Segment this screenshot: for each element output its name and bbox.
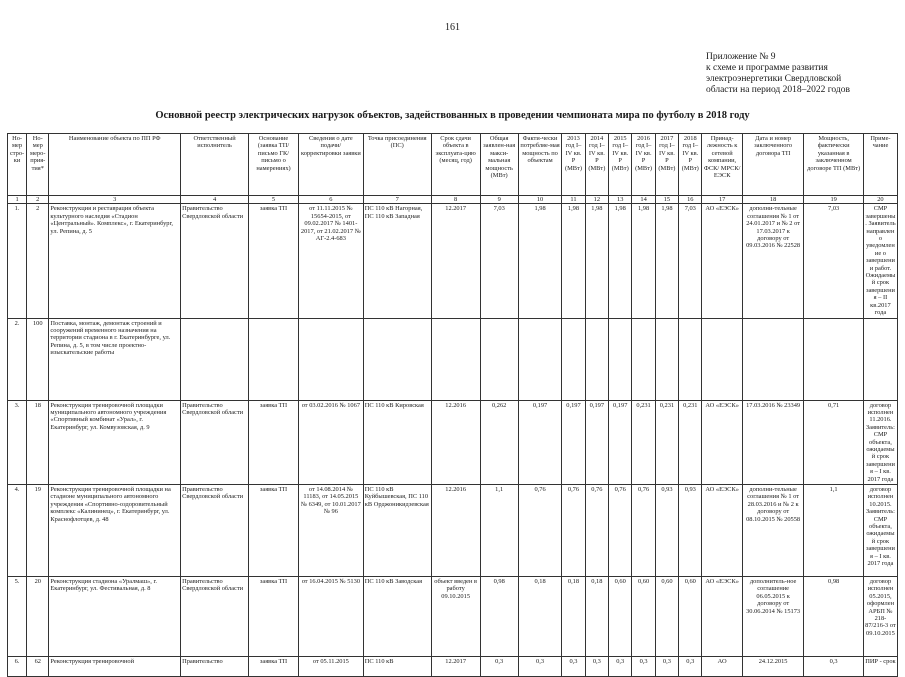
table-body (8, 204, 898, 677)
table-cell: 0,3 (562, 656, 585, 676)
column-number: 15 (655, 196, 678, 204)
registry-table-container (7, 133, 898, 665)
table-cell (742, 318, 804, 400)
table-cell: 0,60 (609, 576, 632, 656)
table-cell: 0,3 (518, 656, 562, 676)
table-cell: от 11.11.2015 № 15654-2015, от 09.02.2017 № 1401-2017, от 21.02.2017 № АГ-2.4-683 (298, 204, 363, 318)
column-header: Наименование объекта по ПП РФ (49, 134, 181, 196)
table-cell: 6. (8, 656, 27, 676)
table-cell (702, 318, 742, 400)
table-cell: дополни-тельные соглашения № 1 от 24.01.2017 и № 2 от 17.03.2017 к договору от 09.03.2016 № 22528 (742, 204, 804, 318)
table-cell: объект введен в работу 09.10.2015 (431, 576, 480, 656)
table-cell: заявка ТП (249, 400, 299, 484)
table-cell: АО «ЕЭСК» (702, 484, 742, 576)
table-cell: 0,197 (609, 400, 632, 484)
table-cell: Реконструкция тренировочной (49, 656, 181, 676)
column-header: Ответственный исполнитель (181, 134, 249, 196)
table-cell: заявка ТП (249, 204, 299, 318)
column-header: Срок сдачи объекта в эксплуата-цию (месяц, год) (431, 134, 480, 196)
table-cell: 20 (27, 576, 49, 656)
table-cell: от 03.02.2016 № 1067 (298, 400, 363, 484)
column-header: Общая заявлен-ная макси-мальная мощность (МВт) (480, 134, 518, 196)
column-number: 8 (431, 196, 480, 204)
table-cell (679, 318, 702, 400)
table-cell: 0,3 (585, 656, 608, 676)
page-number: 161 (445, 22, 460, 33)
table-cell (804, 318, 863, 400)
table-cell: СМР завершены. Заявитель направлено уведомление о завершении работ. Ожидаемый срок завершения – II кв.2017 года (865, 205, 896, 317)
table-cell (585, 318, 608, 400)
table-cell: 0,231 (679, 400, 702, 484)
table-cell: АО «ЕЭСК» (702, 576, 742, 656)
table-cell: Реконструкция тренировочной площадки на стадионе муниципального автономного учреждения «Спортивно-оздоровительный комплекс «Калининец», г. Екатеринбург, ул. Краснофлотцев, д. 48 (49, 484, 181, 576)
column-number: 17 (702, 196, 742, 204)
table-cell: 100 (27, 318, 49, 400)
table-cell (181, 318, 249, 400)
column-header: Точка присоединения (ПС) (363, 134, 431, 196)
table-cell: 62 (27, 656, 49, 676)
table-cell: 0,76 (632, 484, 655, 576)
table-cell: Поставка, монтаж, демонтаж строений и сооружений временного назначения на территории стадиона в г. Екатеринбурге, ул. Репина, д. 5, в том числе проектно-изыскательские работы (49, 318, 181, 400)
column-number-row (8, 196, 898, 204)
column-header: 2015 год I–IV кв. Р (МВт) (609, 134, 632, 196)
table-cell: 0,98 (480, 576, 518, 656)
table-cell: заявка ТП (249, 484, 299, 576)
table-cell: Реконструкция и реставрация объекта культурного наследия «Стадион «Центральный». Комплекс», г. Екатеринбург, ул. Репина, д. 5 (49, 204, 181, 318)
table-cell: 7,03 (679, 204, 702, 318)
table-cell: 0,262 (480, 400, 518, 484)
table-cell: дополнитель-ное соглашение 06.05.2015 к договору от 30.06.2014 № 15173 (742, 576, 804, 656)
column-header: 2016 год I–IV кв. Р (МВт) (632, 134, 655, 196)
appendix-line: к схеме и программе развития (706, 63, 828, 73)
table-cell (863, 318, 897, 400)
appendix-line: области на период 2018–2022 годов (706, 85, 850, 95)
table-cell: Правительство Свердловской области (181, 484, 249, 576)
appendix-line: электроэнергетики Свердловской (706, 74, 842, 84)
table-row (8, 318, 898, 400)
table-cell: ПС 110 кВ Нагорная, ПС 110 кВ Западная (363, 204, 431, 318)
table-cell: 0,60 (655, 576, 678, 656)
table-cell (632, 318, 655, 400)
table-cell: 17.03.2016 № 23349 (742, 400, 804, 484)
table-cell: 4. (8, 484, 27, 576)
appendix-line: Приложение № 9 (706, 52, 776, 62)
table-cell: 12.2016 (431, 484, 480, 576)
table-cell: 24.12.2015 (742, 656, 804, 676)
table-cell: Правительство (181, 656, 249, 676)
appendix-note (706, 52, 896, 96)
header-row (8, 134, 898, 196)
table-cell: от 16.04.2015 № 5130 (298, 576, 363, 656)
table-row (8, 576, 898, 656)
table-cell: АО «ЕЭСК» (702, 204, 742, 318)
table-cell: Реконструкция стадиона «Уралмаш», г. Екатеринбург, ул. Фестивальная, д. 8 (49, 576, 181, 656)
table-cell: 12.2017 (431, 204, 480, 318)
column-header: Дата и номер заключенного договора ТП (742, 134, 804, 196)
table-cell: 0,76 (609, 484, 632, 576)
table-cell (480, 318, 518, 400)
table-cell: 18 (27, 400, 49, 484)
column-header: Мощность, фактически указанная в заключенном договоре ТП (МВт) (804, 134, 863, 196)
table-cell: договор исполнен 10.2015. Заявитель: СМР объекта, ожидаемый срок завершения – I кв. 2017 года (863, 484, 897, 576)
column-number: 16 (679, 196, 702, 204)
table-cell (298, 318, 363, 400)
table-cell: 0,60 (679, 576, 702, 656)
table-cell: 0,197 (562, 400, 585, 484)
column-number: 20 (863, 196, 897, 204)
table-cell (518, 318, 562, 400)
table-cell (431, 318, 480, 400)
table-cell: 1,1 (480, 484, 518, 576)
table-cell: заявка ТП (249, 656, 299, 676)
table-cell: 7,03 (480, 204, 518, 318)
column-number: 3 (49, 196, 181, 204)
table-row (8, 204, 898, 318)
table-cell (249, 318, 299, 400)
table-cell: от 14.08.2014 № 11183, от 14.05.2015 № 6349, от 10.01.2017 № 96 (298, 484, 363, 576)
table-cell: 12.2016 (431, 400, 480, 484)
table-cell: 0,3 (480, 656, 518, 676)
table-cell: 5. (8, 576, 27, 656)
column-number: 4 (181, 196, 249, 204)
table-cell: 7,03 (804, 204, 863, 318)
table-cell: 0,71 (804, 400, 863, 484)
column-header: Основание (заявка ТП/письмо ГК/ письмо о намерениях) (249, 134, 299, 196)
table-cell: Правительство Свердловской области (181, 204, 249, 318)
column-number: 7 (363, 196, 431, 204)
column-number: 10 (518, 196, 562, 204)
column-number: 18 (742, 196, 804, 204)
table-cell: 0,60 (632, 576, 655, 656)
table-cell: 1,1 (804, 484, 863, 576)
column-header: 2017 год I–IV кв. Р (МВт) (655, 134, 678, 196)
table-cell: 0,197 (585, 400, 608, 484)
table-cell: АО (702, 656, 742, 676)
table-cell: Правительство Свердловской области (181, 400, 249, 484)
column-number: 14 (632, 196, 655, 204)
table-cell: ПС 110 кВ Кировская (363, 400, 431, 484)
table-cell: дополни-тельные соглашения № 1 от 28.03.2016 и № 2 к договору от 08.10.2015 № 20558 (742, 484, 804, 576)
column-header: Но-мер меро-прия-тия* (27, 134, 49, 196)
table-cell: 0,93 (655, 484, 678, 576)
table-cell: 0,18 (585, 576, 608, 656)
table-cell (655, 318, 678, 400)
table-cell: договор исполнен 05.2015, оформлен АРБП № 218-87/216-3 от 09.10.2015 (863, 576, 897, 656)
table-row (8, 656, 898, 676)
table-cell: договор исполнен 11.2016. Заявитель: СМР объекта, ожидаемый срок завершения – I кв. 2017 года (863, 400, 897, 484)
column-number: 12 (585, 196, 608, 204)
column-header: Факти-чески потребляе-мая мощность по объектам (518, 134, 562, 196)
column-number: 5 (249, 196, 299, 204)
table-cell: 0,76 (585, 484, 608, 576)
table-cell: ПИР - срок (863, 656, 897, 676)
table-cell: ПС 110 кВ Куйбышевская, ПС 110 кВ Орджоникидзевская (363, 484, 431, 576)
column-header: 2018 год I–IV кв. Р (МВт) (679, 134, 702, 196)
table-cell: 1,98 (609, 204, 632, 318)
table-cell: 2. (8, 318, 27, 400)
table-cell: 0,231 (655, 400, 678, 484)
column-number: 6 (298, 196, 363, 204)
table-cell: 19 (27, 484, 49, 576)
table-cell: 0,76 (518, 484, 562, 576)
table-row (8, 484, 898, 576)
table-cell: 1. (8, 204, 27, 318)
column-number: 19 (804, 196, 863, 204)
table-cell: 0,3 (679, 656, 702, 676)
table-cell: от 05.11.2015 (298, 656, 363, 676)
table-cell: 0,3 (632, 656, 655, 676)
table-cell: АО «ЕЭСК» (702, 400, 742, 484)
table-cell: 0,18 (562, 576, 585, 656)
table-cell: 0,18 (518, 576, 562, 656)
column-number: 13 (609, 196, 632, 204)
table-cell (562, 318, 585, 400)
column-header: Но-мер стро-ки (8, 134, 27, 196)
table-row (8, 400, 898, 484)
column-header: Приме-чание (863, 134, 897, 196)
table-cell: заявка ТП (249, 576, 299, 656)
table-cell: ПС 110 кВ Заводская (363, 576, 431, 656)
table-cell: Правительство Свердловской области (181, 576, 249, 656)
table-cell: 0,93 (679, 484, 702, 576)
table-cell (363, 318, 431, 400)
table-cell: 1,98 (562, 204, 585, 318)
table-cell: 0,98 (804, 576, 863, 656)
column-header: Принад-лежность к сетевой компании, ФСК/ МРСК/ ЕЭСК (702, 134, 742, 196)
column-number: 11 (562, 196, 585, 204)
table-cell: 1,98 (585, 204, 608, 318)
table-cell: 0,3 (609, 656, 632, 676)
table-cell: 0,3 (804, 656, 863, 676)
table-cell: Реконструкция тренировочной площадки муниципального автономного учреждения «Спортивный комбинат «Урал», г. Екатеринбург, ул. Комвузовская, д. 9 (49, 400, 181, 484)
table-cell: 1,98 (655, 204, 678, 318)
table-cell: 3. (8, 400, 27, 484)
table-cell: 1,98 (632, 204, 655, 318)
column-header: 2014 год I–IV кв. Р (МВт) (585, 134, 608, 196)
table-cell (609, 318, 632, 400)
column-number: 2 (27, 196, 49, 204)
table-cell: ПС 110 кВ (363, 656, 431, 676)
table-cell: 0,197 (518, 400, 562, 484)
column-header: Сведения о дате подачи/ корректировки заявки (298, 134, 363, 196)
table-cell: 0,3 (655, 656, 678, 676)
table-cell: 1,98 (518, 204, 562, 318)
table-cell: 0,231 (632, 400, 655, 484)
column-number: 9 (480, 196, 518, 204)
table-cell: 12.2017 (431, 656, 480, 676)
table-cell: 0,76 (562, 484, 585, 576)
registry-table (7, 133, 898, 677)
table-cell: 2 (27, 204, 49, 318)
column-number: 1 (8, 196, 27, 204)
column-header: 2013 год I–IV кв. Р (МВт) (562, 134, 585, 196)
document-title: Основной реестр электрических нагрузок объектов, задействованных в проведении чемпионата мира по футболу в 2018 году (155, 110, 750, 121)
